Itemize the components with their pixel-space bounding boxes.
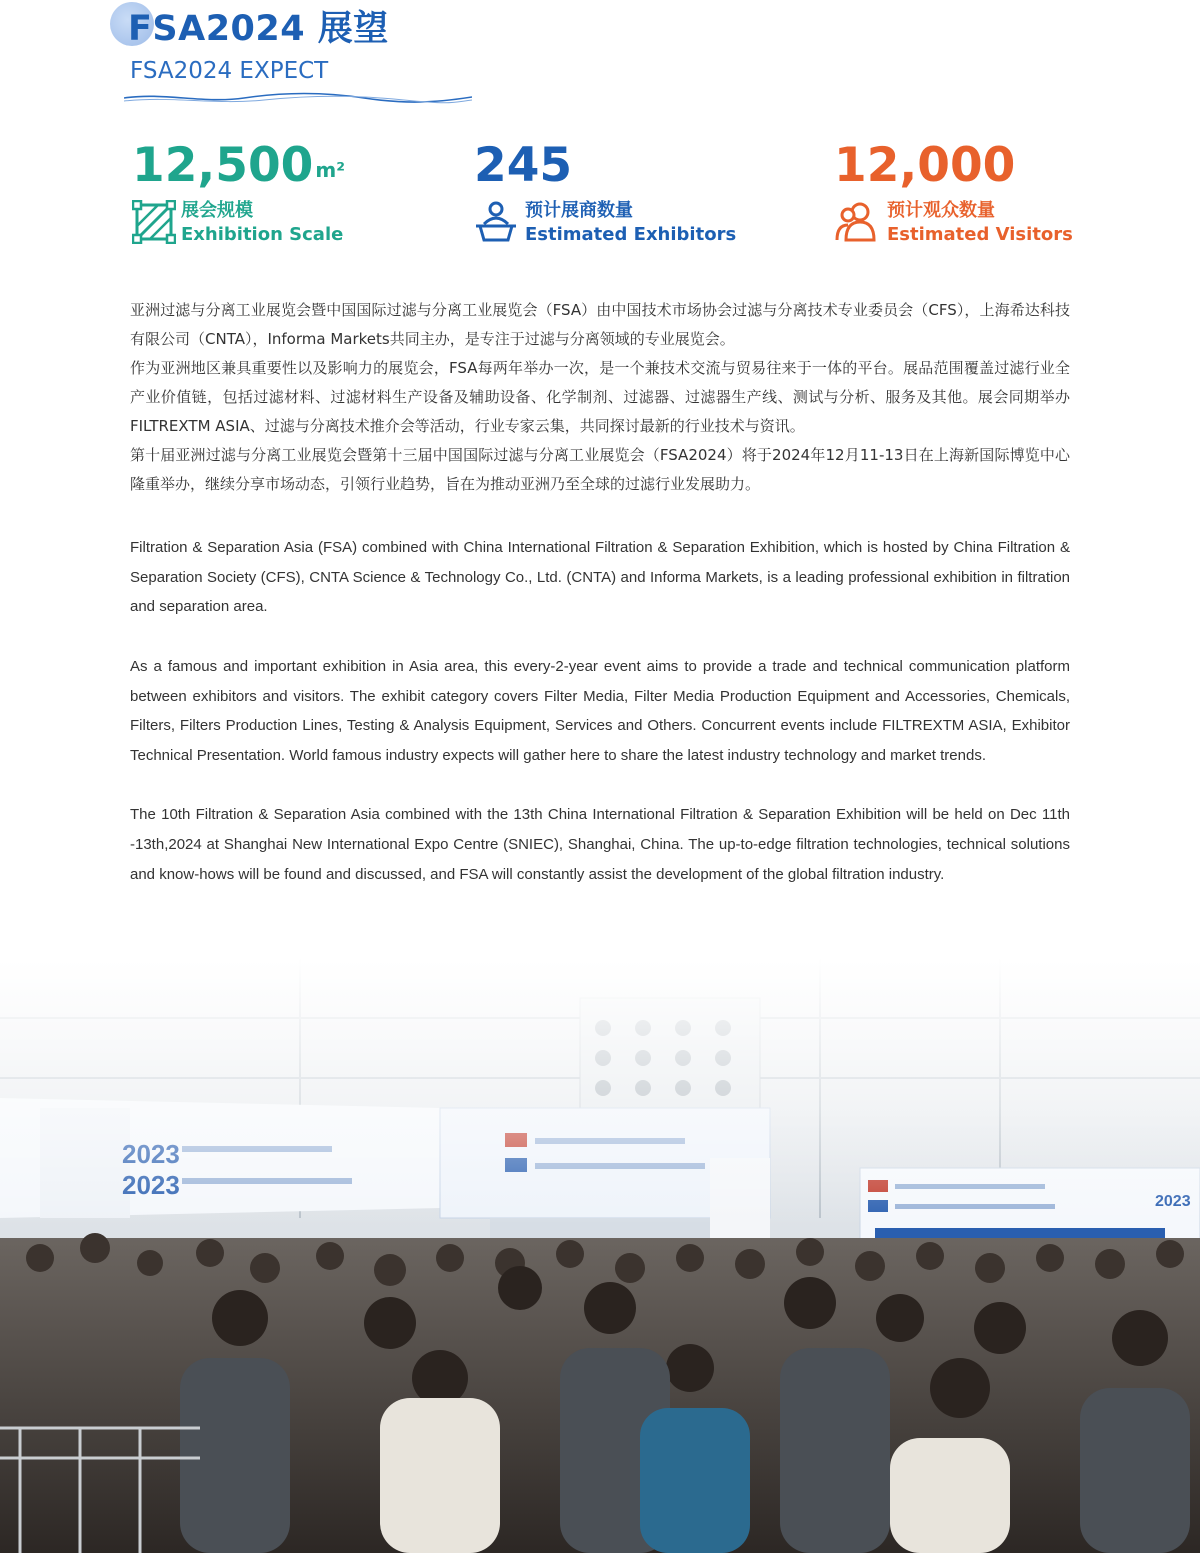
stat-estimated-exhibitors bbox=[474, 140, 764, 250]
stat-label-cn: 展会规模 bbox=[181, 200, 253, 221]
exhibition-hall-photo bbox=[0, 958, 1200, 1553]
stat-value: 12,500 $^{m^2}$ bbox=[132, 138, 345, 193]
paragraph-cn: 亚洲过滤与分离工业展览会暨中国国际过滤与分离工业展览会（FSA）由中国技术市场协会过滤与分离技术专业委员会（CFS），上海希达科技有限公司（CNTA），Informa Markets共同主办，是专注于过滤与分离领域的专业展览会。 bbox=[130, 301, 1070, 348]
paragraph-en: As a famous and important exhibition in Asia area, this every-2-year event aims to provide a trade and technical communication platform between exhibitors and visitors. The exhibit category covers Filter Media, Filter Media Production Equipment and Accessories, Chemicals, Filters, Filters Production Lines, Testing & Analysis Equipment, Services and Others. Concurrent events include FILTREXTM ASIA, Exhibitor Technical Presentation. World famous industry expects will gather here to share the latest industry technology and market trends. bbox=[130, 657, 1070, 764]
intro-text-cn bbox=[130, 296, 1070, 499]
paragraph-en: The 10th Filtration & Separation Asia combined with the 13th China International Filtration & Separation Exhibition will be held on Dec 11th -13th,2024 at Shanghai New International Expo Centre (SNIEC), Shanghai, China. The up-to-edge filtration technologies, technical solutions and know-hows will be found and discussed, and FSA will constantly assist the development of the global filtration industry. bbox=[130, 806, 1070, 883]
stat-label-en: Exhibition Scale bbox=[181, 224, 344, 245]
page-header bbox=[110, 0, 470, 110]
scale-icon bbox=[132, 200, 176, 244]
visitors-icon bbox=[834, 200, 878, 244]
intro-text-en bbox=[130, 533, 1070, 919]
stat-value: 12,000 bbox=[834, 138, 1016, 193]
stat-label-cn: 预计展商数量 bbox=[525, 200, 633, 221]
stat-label-en: Estimated Visitors bbox=[887, 224, 1073, 245]
paragraph-cn: 第十届亚洲过滤与分离工业展览会暨第十三届中国国际过滤与分离工业展览会（FSA2024）将于2024年12月11-13日在上海新国际博览中心隆重举办，继续分享市场动态，引领行业趋势，旨在为推动亚洲乃至全球的过滤行业发展助力。 bbox=[130, 446, 1070, 493]
paragraph-cn: 作为亚洲地区兼具重要性以及影响力的展览会，FSA每两年举办一次，是一个兼技术交流与贸易往来于一体的平台。展品范围覆盖过滤行业全产业价值链，包括过滤材料、过滤材料生产设备及辅助设备、化学制剂、过滤器、过滤器生产线、测试与分析、服务及其他。展会同期举办FILTREXTM ASIA、过滤与分离技术推介会等活动，行业专家云集，共同探讨最新的行业技术与资讯。 bbox=[130, 359, 1070, 435]
stat-label-cn: 预计观众数量 bbox=[887, 200, 995, 221]
stat-exhibition-scale bbox=[132, 140, 382, 250]
exhibitor-icon bbox=[474, 200, 518, 244]
stat-label-en: Estimated Exhibitors bbox=[525, 224, 737, 245]
page-title: FSA2024 展望 bbox=[128, 9, 389, 49]
wave-divider bbox=[124, 90, 472, 104]
stat-estimated-visitors bbox=[834, 140, 1114, 250]
page-subtitle: FSA2024 EXPECT bbox=[130, 58, 329, 84]
paragraph-en: Filtration & Separation Asia (FSA) combined with China International Filtration & Separation Exhibition, which is hosted by China Filtration & Separation Society (CFS), CNTA Science & Technology Co., Ltd. (CNTA) and Informa Markets, is a leading professional exhibition in filtration and separation area. bbox=[130, 539, 1070, 616]
exhibition-hall-illustration bbox=[0, 958, 1200, 1553]
stat-unit: m² bbox=[315, 158, 345, 182]
stat-value: 245 bbox=[474, 138, 573, 193]
